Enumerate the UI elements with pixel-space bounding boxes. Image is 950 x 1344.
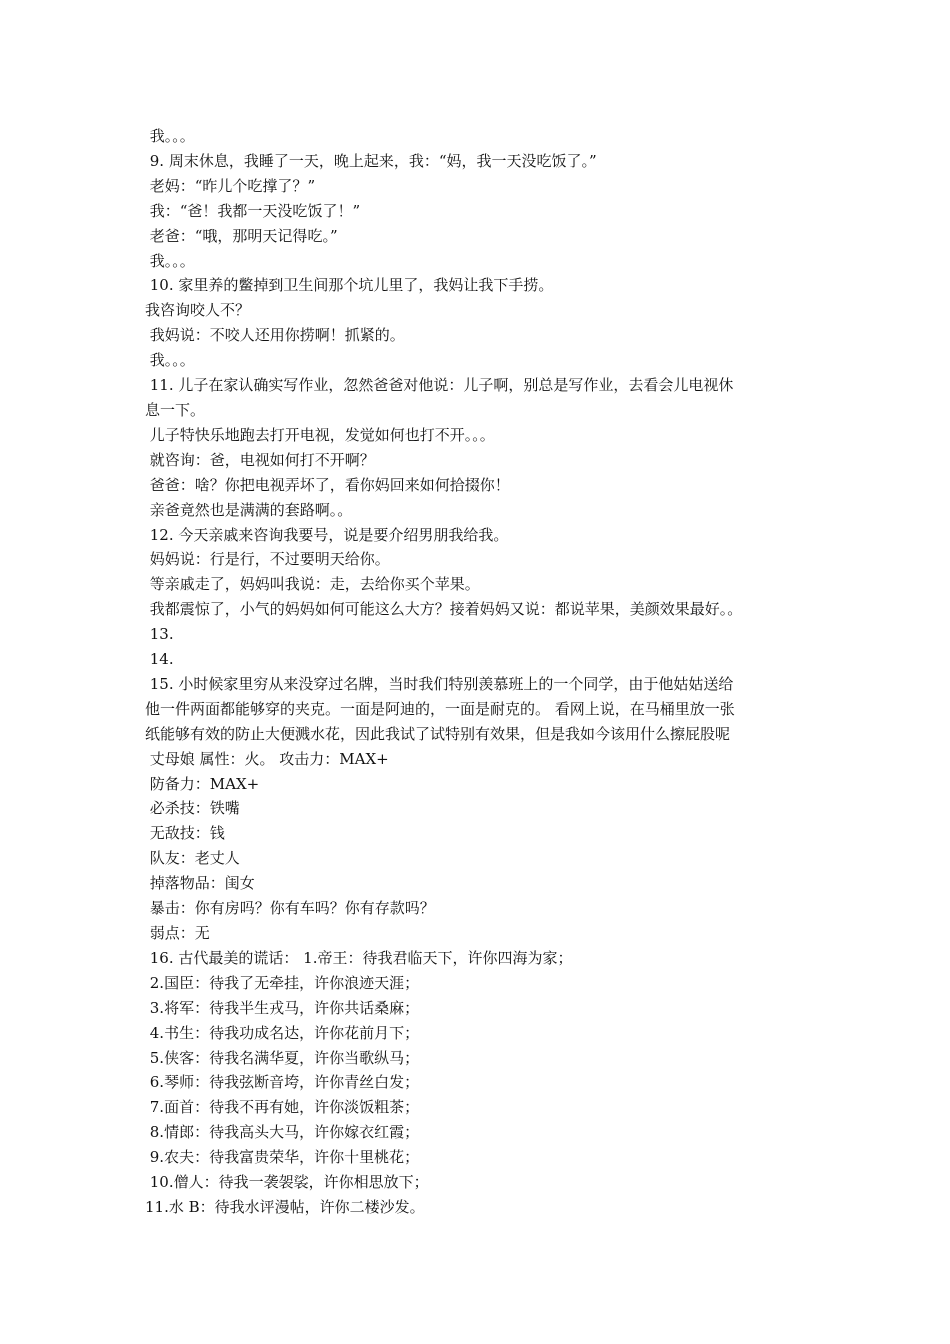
text-line: 14. bbox=[145, 650, 174, 669]
text-line: 9. 周末休息，我睡了一天，晚上起来，我：“妈，我一天没吃饭了。” bbox=[145, 151, 597, 170]
text-line: 8.情郎：待我高头大马，许你嫁衣红霞； bbox=[145, 1123, 420, 1142]
text-line: 13. bbox=[145, 625, 174, 644]
text-line: 纸能够有效的防止大便溅水花，因此我试了试特别有效果，但是我如今该用什么擦屁股呢 bbox=[145, 724, 731, 743]
text-line: 我：“爸！我都一天没吃饭了！” bbox=[145, 201, 361, 220]
text-line: 老爸：“哦，那明天记得吃。” bbox=[145, 226, 338, 245]
text-line: 就咨询：爸，电视如何打不开啊？ bbox=[145, 450, 375, 469]
text-line: 16. 古代最美的谎话： 1.帝王：待我君临天下，许你四海为家； bbox=[145, 948, 573, 967]
text-line: 11.水 B：待我水评漫帖，许你二楼沙发。 bbox=[145, 1197, 425, 1216]
text-line: 亲爸竟然也是满满的套路啊。。 bbox=[145, 500, 353, 519]
text-line: 10. 家里养的鳖掉到卫生间那个坑儿里了，我妈让我下手捞。 bbox=[145, 276, 554, 295]
text-line: 5.侠客：待我名满华夏，许你当歌纵马； bbox=[145, 1048, 420, 1067]
text-line: 我。。。 bbox=[145, 127, 195, 145]
text-line: 必杀技：铁嘴 bbox=[145, 799, 240, 818]
text-line: 3.将军：待我半生戎马，许你共话桑麻； bbox=[145, 998, 420, 1017]
text-line: 15. 小时候家里穷从来没穿过名牌，当时我们特别羡慕班上的一个同学，由于他姑姑送给 bbox=[145, 674, 734, 693]
text-line: 我咨询咬人不？ bbox=[145, 301, 251, 320]
text-line: 9.农夫：待我富贵荣华，许你十里桃花； bbox=[145, 1148, 420, 1167]
text-line: 我妈说：不咬人还用你捞啊！抓紧的。 bbox=[145, 326, 405, 345]
text-line: 11. 儿子在家认确实写作业，忽然爸爸对他说：儿子啊，别总是写作业，去看会儿电视休 bbox=[145, 376, 734, 395]
text-line: 6.琴师：待我弦断音垮，许你青丝白发； bbox=[145, 1073, 420, 1092]
text-line: 防备力：MAX+ bbox=[145, 774, 260, 793]
text-line: 7.面首：待我不再有她，许你淡饭粗茶； bbox=[145, 1098, 420, 1117]
text-line: 掉落物品：闺女 bbox=[145, 874, 255, 893]
text-line: 2.国臣：待我了无牵挂，许你浪迹天涯； bbox=[145, 973, 420, 992]
text-line: 老妈：“昨儿个吃撑了？” bbox=[145, 176, 316, 195]
text-line: 队友：老丈人 bbox=[145, 849, 240, 868]
text-line: 妈妈说：行是行，不过要明天给你。 bbox=[145, 550, 390, 569]
text-line: 无敌技：钱 bbox=[145, 824, 225, 843]
text-line: 4.书生：待我功成名达，许你花前月下； bbox=[145, 1023, 420, 1042]
text-line: 弱点：无 bbox=[145, 924, 210, 942]
text-line: 爸爸：啥？你把电视弄坏了，看你妈回来如何拾掇你！ bbox=[145, 475, 510, 494]
text-line: 12. 今天亲戚来咨询我要号，说是要介绍男朋我给我。 bbox=[145, 525, 509, 544]
text-line: 暴击：你有房吗？你有车吗？你有存款吗？ bbox=[145, 899, 435, 918]
document-text-block bbox=[145, 124, 825, 1220]
text-line: 我。。。 bbox=[145, 251, 195, 270]
text-line: 10.僧人：待我一袭袈裟，许你相思放下； bbox=[145, 1173, 429, 1192]
text-line: 他一件两面都能够穿的夹克。一面是阿迪的，一面是耐克的。 看网上说，在马桶里放一张 bbox=[145, 699, 735, 718]
text-line: 息一下。 bbox=[145, 400, 206, 419]
text-line: 丈母娘 属性：火。 攻击力：MAX+ bbox=[145, 749, 389, 768]
text-line: 等亲戚走了，妈妈叫我说：走，去给你买个苹果。 bbox=[145, 575, 480, 594]
text-line: 我都震惊了，小气的妈妈如何可能这么大方？接着妈妈又说：都说苹果，美颜效果最好。。 bbox=[145, 600, 743, 619]
text-line: 我。。。 bbox=[145, 351, 195, 370]
text-line: 儿子特快乐地跑去打开电视，发觉如何也打不开。。。 bbox=[145, 425, 495, 444]
